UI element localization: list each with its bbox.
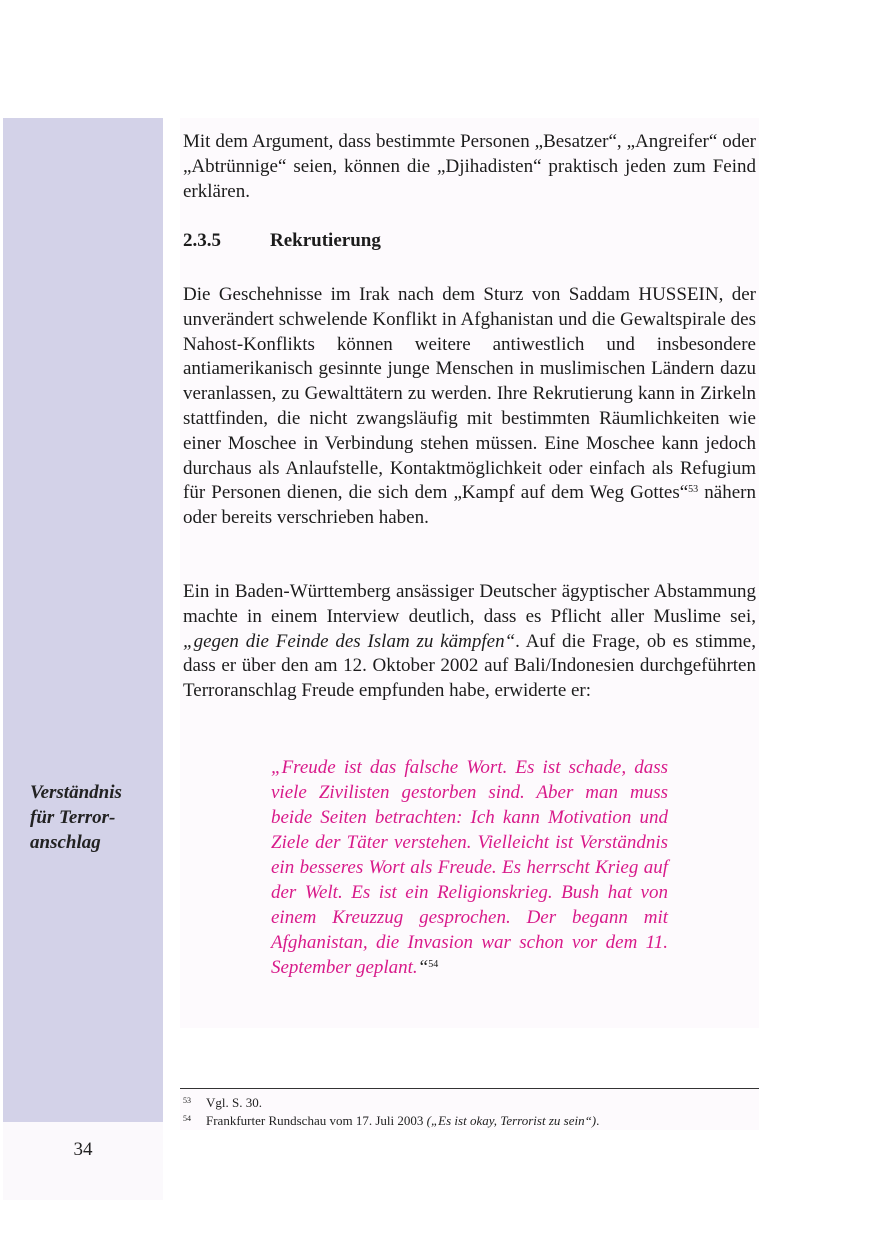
paragraph-text: Ein in Baden-Württemberg ansässiger Deutscher ägyptischer Abstammung machte in einem Interview deutlich, dass es Pflicht aller Muslime sei,	[183, 581, 756, 627]
footnote-ref-53[interactable]: 53	[688, 484, 699, 496]
footnote-italic: („Es ist okay, Terrorist zu sein“)	[426, 1113, 597, 1128]
footnote-number: 54	[183, 1114, 191, 1123]
footnote	[183, 1110, 599, 1129]
footnote-text: Vgl. S. 30.	[206, 1095, 262, 1110]
footnote-ref-54[interactable]: 54	[428, 959, 439, 970]
margin-note-line: Verständnis	[30, 782, 122, 803]
section-title: Rekrutierung	[270, 230, 381, 251]
block-quote	[271, 755, 668, 980]
quote-closing: “	[417, 957, 429, 978]
paragraph-interview	[183, 580, 756, 704]
footnote-number: 53	[183, 1096, 191, 1105]
paragraph-text: . Auf die Frage, ob es stimme, dass er über den am 12. Oktober 2002 auf Bali/Indonesien durchgeführten Terroranschlag Freude empfunden habe, erwiderte er:	[183, 630, 756, 702]
paragraph-text: Die Geschehnisse im Irak nach dem Sturz von Saddam HUSSEIN, der unverändert schwelende Konflikt in Afghanistan und die Gewaltspirale des Nahost-Konflikts können weitere antiwestlich und insbesondere antiamerikanisch gesinnte junge Menschen in muslimischen Ländern dazu veranlassen, zu Gewalttätern zu werden. Ihre Rekrutierung kann in Zirkeln stattfinden, die nicht zwangsläufig mit bestimmten Räumlichkeiten wie einer Moschee in Verbindung stehen müssen. Eine Moschee kann jedoch durchaus als Anlaufstelle, Kontaktmöglichkeit oder einfach als Refugium für Personen dienen, die sich dem „Kampf auf dem Weg Gottes“	[183, 284, 756, 504]
margin-note-line: anschlag	[30, 832, 101, 853]
footnote-text: Frankfurter Rundschau vom 17. Juli 2003	[206, 1113, 427, 1128]
margin-sidebar	[3, 118, 163, 1122]
footnote-end: .	[596, 1113, 600, 1128]
quote-text: „Freude ist das falsche Wort. Es ist schade, dass viele Zivilisten gestorben sind. Aber man muss beide Seiten betrachten: Ich kann Motivation und Ziele der Täter verstehen. Vielleicht ist Verständnis ein besseres Wort als Freude. Es herrscht Krieg auf der Welt. Es ist ein Religionskrieg. Bush hat von einem Kreuzzug gesprochen. Der begann mit Afghanistan, die Invasion war schon vor dem 11. September geplant.	[271, 757, 668, 978]
section-number: 2.3.5	[183, 230, 221, 251]
margin-note	[30, 780, 160, 855]
footnote-divider	[180, 1088, 759, 1089]
section-heading	[183, 230, 381, 252]
inline-quote: „gegen die Feinde des Islam zu kämpfen“	[183, 630, 516, 652]
paragraph-recruitment	[183, 283, 756, 531]
margin-note-line: für Terror-	[30, 807, 116, 828]
page-number-box	[3, 1122, 163, 1200]
footnote	[183, 1092, 262, 1111]
paragraph-intro: Mit dem Argument, dass bestimmte Personen „Besatzer“, „Angreifer“ oder „Abtrünnige“ seien, können die „Djihadisten“ praktisch jeden zum Feind erklären.	[183, 131, 756, 202]
page-number: 34	[73, 1139, 93, 1160]
paragraph-text: nähern oder bereits verschrieben haben.	[183, 482, 756, 529]
